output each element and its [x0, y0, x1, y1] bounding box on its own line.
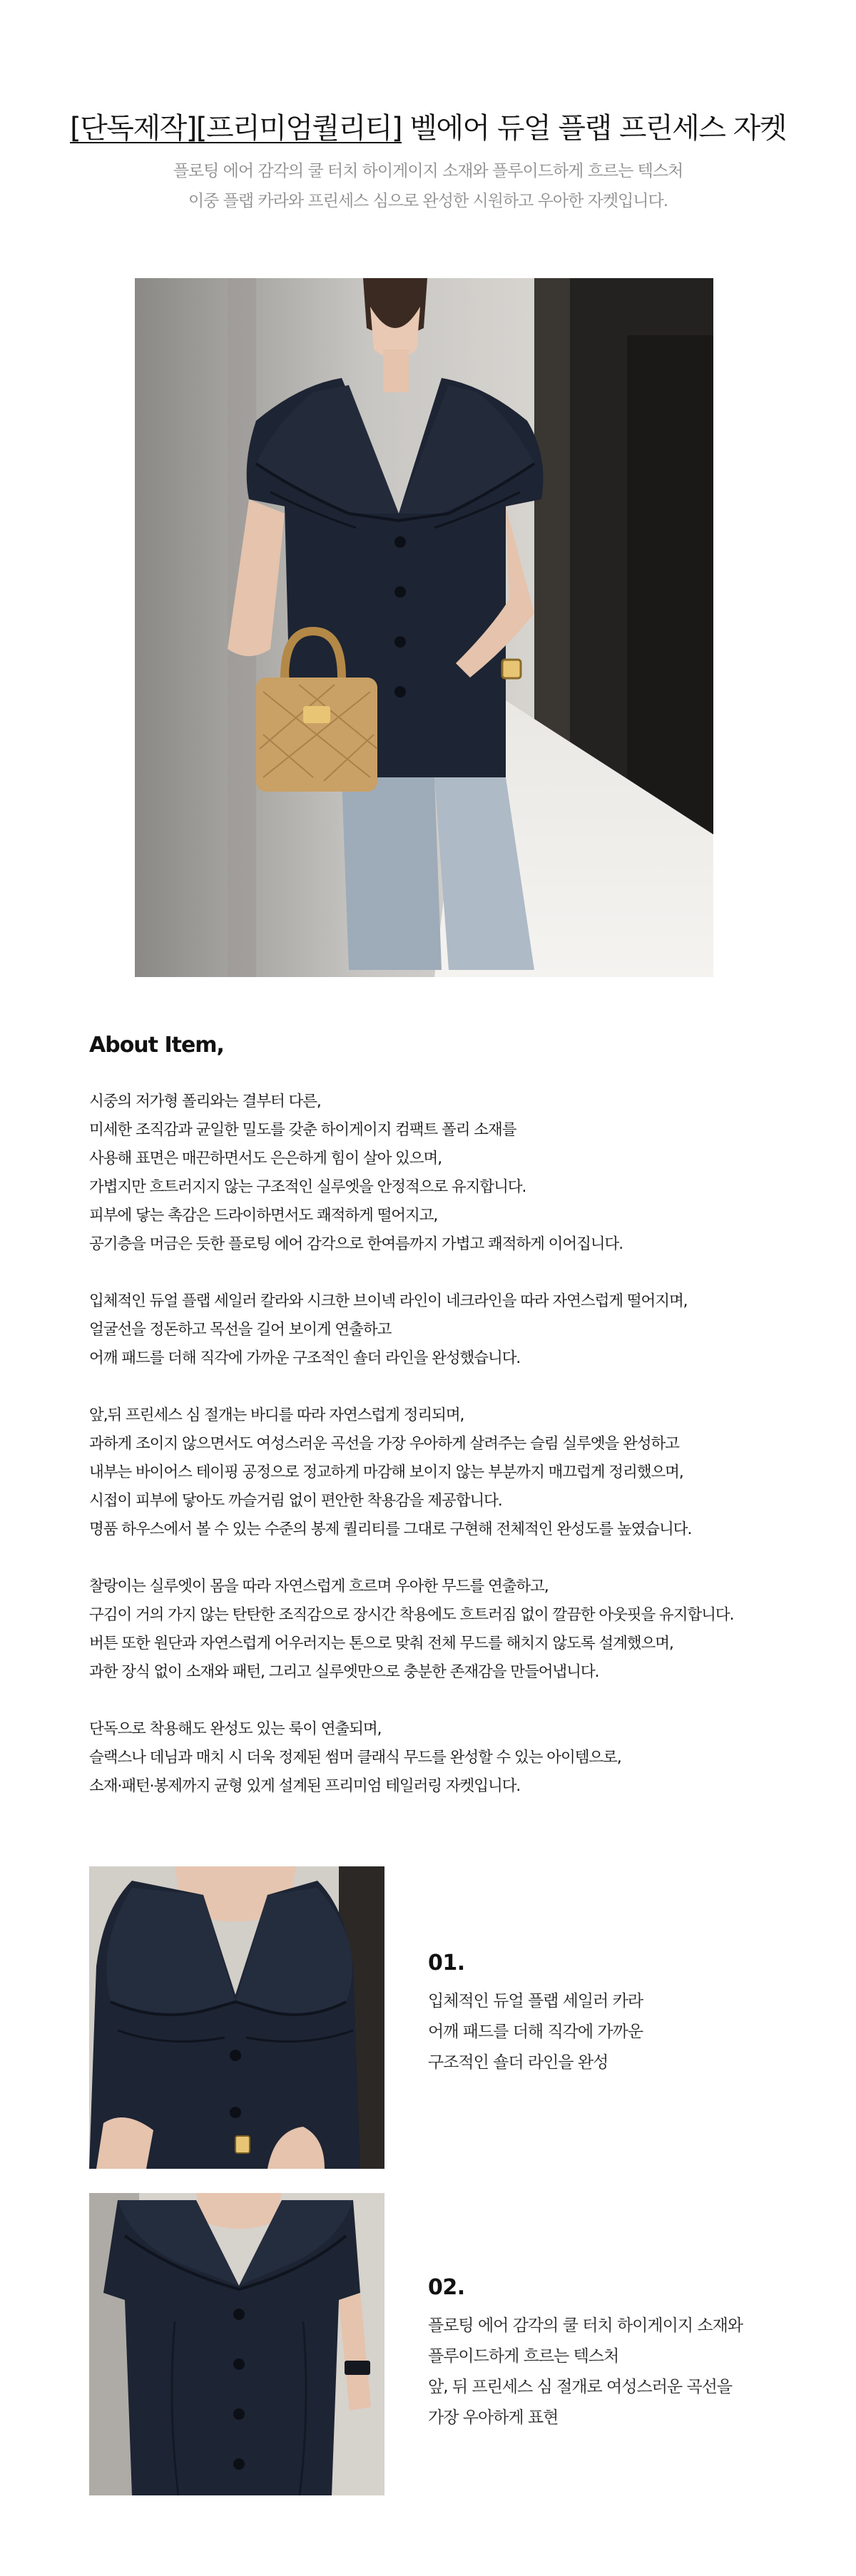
product-subtitle [0, 156, 856, 216]
paragraph-line: 슬랙스나 데님과 매치 시 더욱 정제된 썸머 클래식 무드를 완성할 수 있는 아이템으로, [89, 1749, 621, 1767]
title-text: 벨에어 듀얼 플랩 프린세스 자켓 [402, 112, 786, 145]
feature-photo-2 [89, 2193, 384, 2495]
about-paragraph-2 [89, 1287, 687, 1373]
paragraph-line: 내부는 바이어스 테이핑 공정으로 정교하게 마감해 보이지 않는 부분까지 매끄럽게 정리했으며, [89, 1463, 683, 1481]
paragraph-line: 구김이 거의 가지 않는 탄탄한 조직감으로 장시간 착용에도 흐트러짐 없이 깔끔한 아웃핏을 유지합니다. [89, 1606, 734, 1624]
feature-line: 앞, 뒤 프린세스 심 절개로 여성스러운 곡선을 [428, 2378, 733, 2396]
title-tag: [단독제작][프리미엄퀄리티] [70, 112, 402, 145]
paragraph-line: 시중의 저가형 폴리와는 결부터 다른, [89, 1093, 321, 1110]
paragraph-line: 시접이 피부에 닿아도 까슬거림 없이 편안한 착용감을 제공합니다. [89, 1492, 502, 1510]
feature-photo-2-illustration [89, 2193, 384, 2495]
paragraph-line: 공기층을 머금은 듯한 플로팅 에어 감각으로 한여름까지 가볍고 쾌적하게 이어집니다. [89, 1235, 623, 1253]
subtitle-line: 플로팅 에어 감각의 쿨 터치 하이게이지 소재와 플루이드하게 흐르는 텍스처 [173, 162, 683, 180]
paragraph-line: 사용해 표면은 매끈하면서도 은은하게 힘이 살아 있으며, [89, 1150, 442, 1167]
feature-photo-1 [89, 1866, 384, 2169]
paragraph-line: 입체적인 듀얼 플랩 세일러 칼라와 시크한 브이넥 라인이 네크라인을 따라 자연스럽게 떨어지며, [89, 1292, 688, 1310]
paragraph-line: 단독으로 착용해도 완성도 있는 룩이 연출되며, [89, 1720, 382, 1738]
about-paragraph-3 [89, 1401, 691, 1544]
product-title [0, 111, 856, 146]
paragraph-line: 앞,뒤 프린세스 심 절개는 바디를 따라 자연스럽게 정리되며, [89, 1406, 464, 1424]
feature-line: 가장 우아하게 표현 [428, 2408, 559, 2427]
feature-number-2: 02. [428, 2275, 465, 2300]
feature-line: 어깨 패드를 더해 직각에 가까운 [428, 2023, 643, 2041]
paragraph-line: 버튼 또한 원단과 자연스럽게 어우러지는 톤으로 맞춰 전체 무드를 해치지 않도록 설계했으며, [89, 1635, 673, 1652]
about-paragraph-4 [89, 1573, 733, 1687]
paragraph-line: 과한 장식 없이 소재와 패턴, 그리고 실루엣만으로 충분한 존재감을 만들어냅니다. [89, 1663, 599, 1681]
hero-photo-illustration [135, 278, 713, 977]
paragraph-line: 미세한 조직감과 균일한 밀도를 갖춘 하이게이지 컴팩트 폴리 소재를 [89, 1121, 516, 1139]
about-heading: About Item, [89, 1033, 224, 1058]
feature-line: 플루이드하게 흐르는 텍스처 [428, 2347, 619, 2366]
feature-description-1 [428, 1986, 643, 2078]
paragraph-line: 과하게 조이지 않으면서도 여성스러운 곡선을 가장 우아하게 살려주는 슬림 실루엣을 완성하고 [89, 1435, 679, 1453]
feature-line: 플로팅 에어 감각의 쿨 터치 하이게이지 소재와 [428, 2316, 743, 2335]
paragraph-line: 얼굴선을 정돈하고 목선을 길어 보이게 연출하고 [89, 1321, 392, 1339]
feature-number-1: 01. [428, 1951, 465, 1976]
feature-photo-1-illustration [89, 1866, 384, 2169]
paragraph-line: 명품 하우스에서 볼 수 있는 수준의 봉제 퀄리티를 그대로 구현해 전체적인 완성도를 높였습니다. [89, 1520, 692, 1538]
feature-line: 구조적인 숄더 라인을 완성 [428, 2053, 608, 2072]
paragraph-line: 피부에 닿는 촉감은 드라이하면서도 쾌적하게 떨어지고, [89, 1207, 438, 1225]
feature-line: 입체적인 듀얼 플랩 세일러 카라 [428, 1992, 643, 2010]
feature-description-2 [428, 2311, 743, 2433]
about-paragraph-5 [89, 1715, 621, 1801]
hero-product-photo [135, 278, 713, 977]
paragraph-line: 소재·패턴·봉제까지 균형 있게 설계된 프리미엄 테일러링 자켓입니다. [89, 1777, 521, 1795]
paragraph-line: 가볍지만 흐트러지지 않는 구조적인 실루엣을 안정적으로 유지합니다. [89, 1178, 526, 1196]
about-paragraph-1 [89, 1088, 623, 1259]
paragraph-line: 찰랑이는 실루엣이 몸을 따라 자연스럽게 흐르며 우아한 무드를 연출하고, [89, 1578, 549, 1595]
product-header [0, 111, 856, 216]
paragraph-line: 어깨 패드를 더해 직각에 가까운 구조적인 숄더 라인을 완성했습니다. [89, 1349, 521, 1367]
subtitle-line: 이중 플랩 카라와 프린세스 심으로 완성한 시원하고 우아한 자켓입니다. [188, 192, 668, 210]
